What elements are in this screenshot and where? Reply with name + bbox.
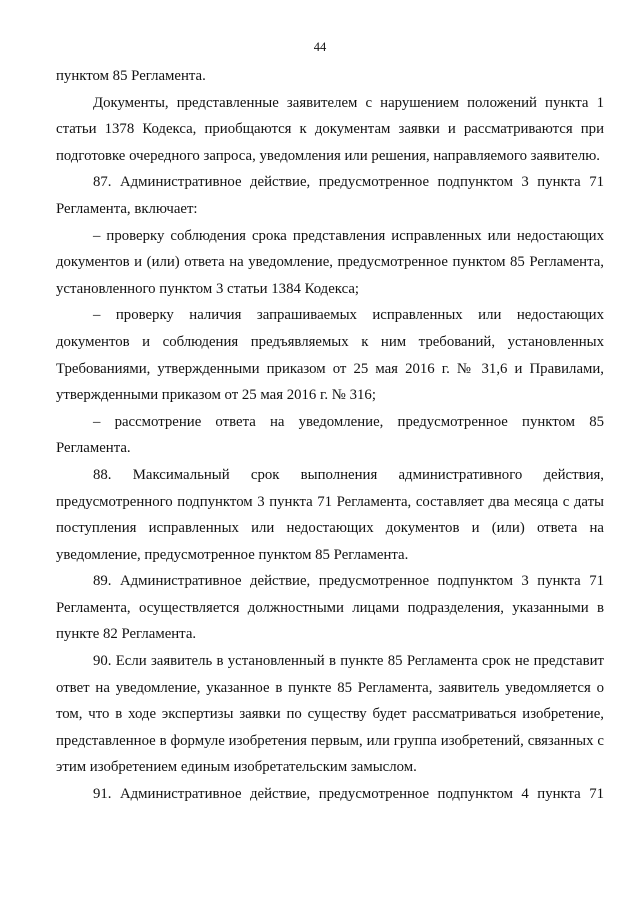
paragraph-documents: Документы, представленные заявителем с нарушением положений пункта 1 статьи 1378 Кодекса, приобщаются к документам заявки и рассматриваются при подготовке очередного запроса, уведомления или решения, направляемого заявителю. xyxy=(56,94,604,164)
body-text xyxy=(56,63,604,808)
paragraph-87: 87. Административное действие, предусмотренное подпунктом 3 пункта 71 Регламента, включает: xyxy=(56,174,604,217)
paragraph-91: 91. Административное действие, предусмотренное подпунктом 4 пункта 71 xyxy=(93,786,604,803)
paragraph-88: 88. Максимальный срок выполнения административного действия, предусмотренного подпунктом 3 пункта 71 Регламента, составляет два месяца с даты поступления исправленных или недостающих документов и (или) ответа на уведомление, предусмотренное пунктом 85 Регламента. xyxy=(56,466,604,563)
paragraph-89: 89. Административное действие, предусмотренное подпунктом 3 пункта 71 Регламента, осуществляется должностными лицами подразделения, указанными в пункте 82 Регламента. xyxy=(56,573,604,643)
paragraph-90: 90. Если заявитель в установленный в пункте 85 Регламента срок не представит ответ на уведомление, указанное в пункте 85 Регламента, заявитель уведомляется о том, что в ходе экспертизы заявки по существу будет рассматриваться изобретение, представленное в формуле изобретения первым, или группа изобретений, связанных с этим изобретением единым изобретательским замыслом. xyxy=(56,653,604,776)
list-item-documents-check: – проверку наличия запрашиваемых исправленных или недостающих документов и соблюдения предъявляемых к ним требований, установленных Требованиями, утвержденными приказом от 25 мая 2016 г. № 31,6 и Правилами, утвержденными приказом от 25 мая 2016 г. № 316; xyxy=(56,307,604,404)
list-item-deadline-check: – проверку соблюдения срока представления исправленных или недостающих документов и (или) ответа на уведомление, предусмотренное пунктом 85 Регламента, установленного пунктом 3 статьи 1384 Кодекса; xyxy=(56,227,604,297)
list-item-response-review: – рассмотрение ответа на уведомление, предусмотренное пунктом 85 Регламента. xyxy=(56,413,604,457)
page-number: 44 xyxy=(313,40,327,54)
paragraph-continuation: пунктом 85 Регламента. xyxy=(56,68,206,84)
